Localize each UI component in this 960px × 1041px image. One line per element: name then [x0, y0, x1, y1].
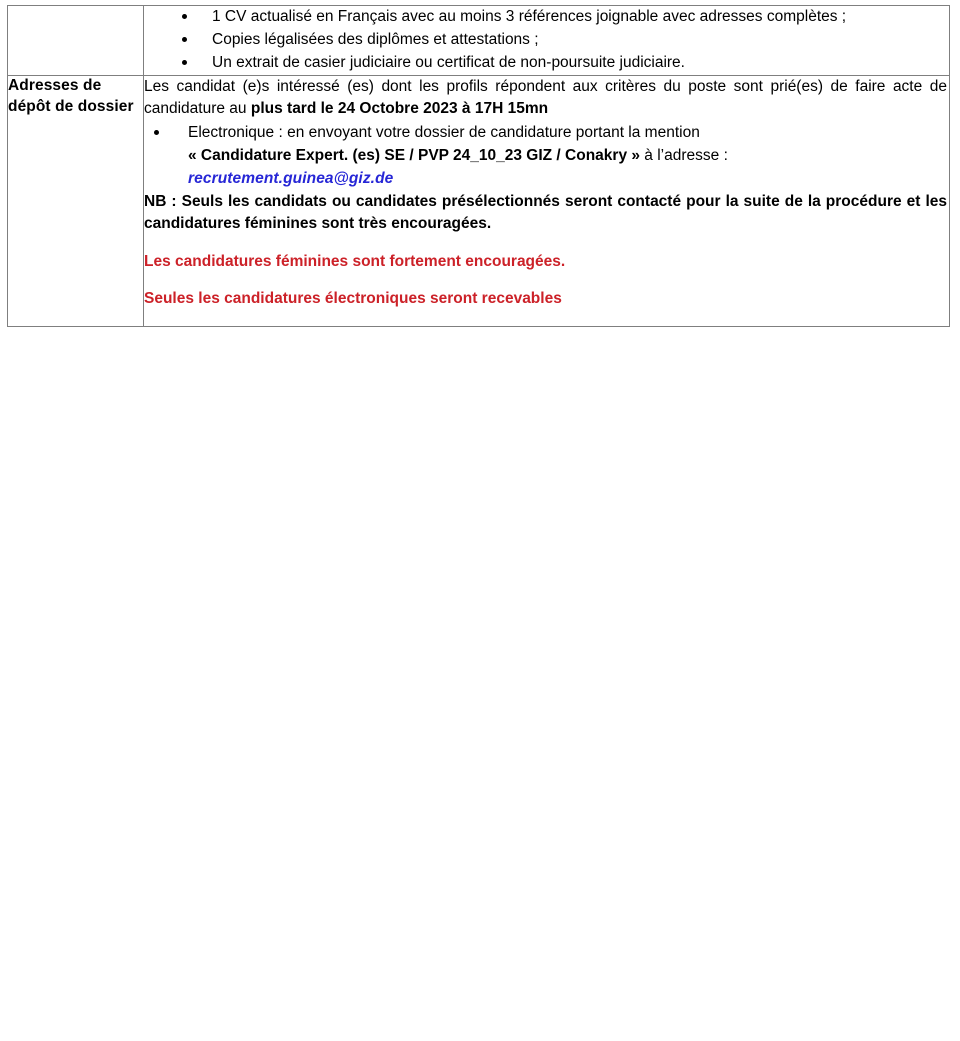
application-intro-paragraph	[144, 76, 949, 120]
document-item-criminal-record: Un extrait de casier judiciaire ou certificat de non-poursuite judiciaire.	[212, 54, 685, 71]
bullet-dot-icon	[154, 130, 159, 135]
row-label-documents	[8, 6, 144, 76]
red-notice-electronic-only: Seules les candidatures électroniques seront recevables	[144, 290, 562, 307]
application-email-link[interactable]: recrutement.guinea@giz.de	[188, 170, 394, 187]
nb-note: NB : Seuls les candidats ou candidates présélectionnés seront contacté pour la suite de la procédure et les candidatures féminines sont très encouragées.	[144, 193, 947, 232]
row-content-application-addresses	[144, 76, 950, 327]
list-item	[144, 29, 949, 51]
list-item	[144, 52, 949, 74]
application-deadline: plus tard le 24 Octobre 2023 à 17H 15mn	[250, 100, 549, 117]
submission-method-list	[144, 122, 949, 190]
red-notice-female-candidates: Les candidatures féminines sont fortement encouragées.	[144, 252, 566, 270]
application-mention-label: « Candidature Expert. (es) SE / PVP 24_10_23 GIZ / Conakry »	[188, 147, 640, 164]
bullet-dot-icon	[182, 60, 187, 65]
required-documents-list	[144, 6, 949, 74]
list-item	[144, 6, 949, 28]
recruitment-table	[7, 5, 950, 327]
bullet-dot-icon	[182, 37, 187, 42]
row-label-application-addresses: Adresses de dépôt de dossier	[8, 76, 144, 327]
row-content-documents	[144, 6, 950, 76]
submission-electronic	[188, 124, 949, 190]
bullet-dot-icon	[182, 14, 187, 19]
submission-instruction: Electronique : en envoyant votre dossier de candidature portant la mention	[188, 124, 700, 141]
intro-text: Les candidat (e)s intéressé (es) dont les profils répondent aux critères du poste sont prié(es) de faire acte de candidature au	[144, 78, 947, 117]
table-row-application-addresses	[8, 76, 950, 327]
document-item-diplomas: Copies légalisées des diplômes et attestations ;	[212, 31, 539, 48]
table-row-documents	[8, 6, 950, 76]
submission-mention-line	[188, 145, 949, 167]
list-item	[144, 122, 949, 190]
address-suffix: à l’adresse :	[640, 147, 728, 164]
document-item-cv: 1 CV actualisé en Français avec au moins 3 références joignable avec adresses complètes ;	[212, 8, 847, 25]
